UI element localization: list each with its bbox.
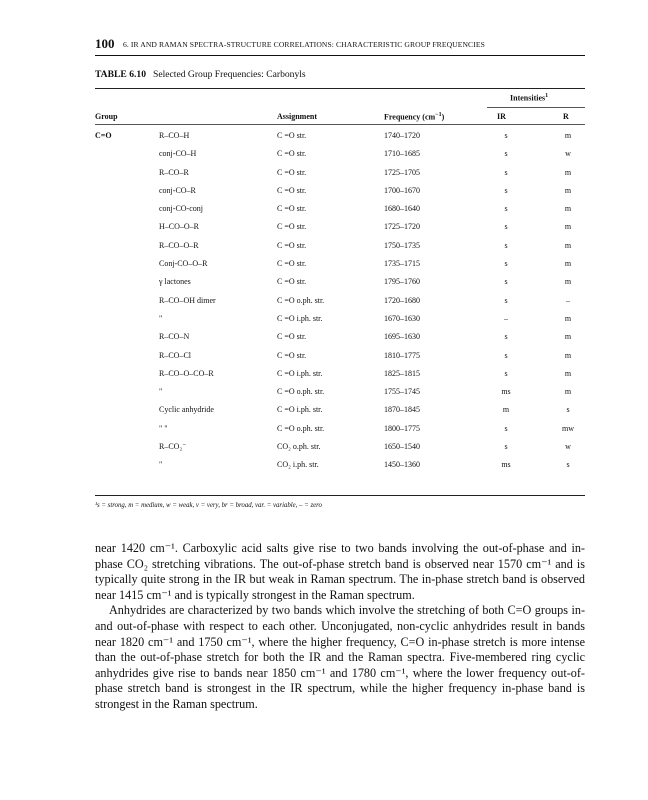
cell-frequency: 1720–1680	[384, 295, 420, 305]
table-row	[95, 222, 585, 240]
cell-frequency: 1650–1540	[384, 442, 420, 452]
cell-compound: "	[159, 313, 163, 323]
cell-raman-intensity: mw	[562, 423, 574, 433]
cell-assignment: C =O str.	[277, 350, 307, 360]
table-footnote: ¹s = strong, m = medium, w = weak, v = very, br = broad, var. = variable, – = zero	[95, 502, 322, 509]
table-row	[95, 204, 585, 222]
cell-assignment: C =O i.ph. str.	[277, 368, 323, 378]
cell-frequency: 1710–1685	[384, 149, 420, 159]
table-row	[95, 405, 585, 423]
table-number: TABLE 6.10	[95, 69, 146, 80]
cell-assignment: C =O o.ph. str.	[277, 295, 325, 305]
cell-assignment: C =O str.	[277, 167, 307, 177]
cell-assignment: C =O i.ph. str.	[277, 405, 323, 415]
cell-ir-intensity: ms	[501, 387, 511, 397]
col-head-frequency	[384, 112, 444, 122]
header-rule	[95, 55, 585, 56]
cell-ir-intensity: s	[504, 204, 508, 214]
table-row	[95, 296, 585, 314]
cell-compound: R–CO–OH dimer	[159, 295, 216, 305]
table-row	[95, 442, 585, 460]
cell-assignment: C =O str.	[277, 204, 307, 214]
intensities-footnote-mark: 1	[545, 93, 549, 99]
cell-frequency: 1755–1745	[384, 387, 420, 397]
col-head-group: Group	[95, 112, 118, 121]
table-bottom-rule	[95, 495, 585, 496]
cell-ir-intensity: s	[504, 149, 508, 159]
cell-frequency: 1450–1360	[384, 460, 420, 470]
cell-raman-intensity: m	[564, 222, 572, 232]
table-row	[95, 387, 585, 405]
cell-compound: γ lactones	[159, 277, 191, 287]
cell-frequency: 1750–1735	[384, 240, 420, 250]
table-row	[95, 259, 585, 277]
cell-frequency: 1700–1670	[384, 185, 420, 195]
page-number: 100	[95, 36, 115, 51]
cell-compound: conj-CO–R	[159, 185, 196, 195]
cell-ir-intensity: s	[504, 442, 508, 452]
table-row	[95, 460, 585, 478]
cell-compound: R–CO–H	[159, 131, 190, 140]
cell-group: C=O	[95, 131, 112, 140]
table-body	[95, 131, 585, 479]
cell-assignment: C =O str.	[277, 185, 307, 195]
paragraph-2: Anhydrides are characterized by two bands which involve the stretching of both C=O groups in- and out-of-phase with respect to each other. Unconjugated, non-cyclic anhydrides result in bands near 1820 cm⁻¹ and 1750 cm⁻¹, where the higher frequency, C=O in-phase stretch is more intense than the out-of-phase stretch for both the IR and the Raman spectra. Five-membered ring cyclic anhydrides give rise to bands near 1850 cm⁻¹ and 1780 cm⁻¹, where the lower frequency out-of-phase stretch band is strongest in the IR spectrum, while the higher frequency in-phase band is strongest in the Raman spectrum.	[95, 603, 585, 711]
cell-frequency: 1870–1845	[384, 405, 420, 415]
table-head-rule	[95, 124, 585, 125]
cell-ir-intensity: –	[504, 313, 508, 323]
cell-assignment: C =O str.	[277, 149, 307, 159]
cell-frequency: 1695–1630	[384, 332, 420, 342]
col-head-r: R	[563, 112, 569, 121]
cell-ir-intensity: s	[504, 185, 508, 195]
cell-compound: R–CO–O–R	[159, 240, 199, 250]
table-row	[95, 241, 585, 259]
cell-ir-intensity: s	[504, 259, 508, 269]
table-title: Selected Group Frequencies: Carbonyls	[153, 69, 306, 80]
cell-assignment: C =O str.	[277, 277, 307, 287]
frequency-label: Frequency (cm	[384, 112, 436, 122]
frequency-close-paren: )	[441, 112, 445, 122]
cell-frequency: 1800–1775	[384, 423, 420, 433]
table-row	[95, 314, 585, 332]
paragraph-1: near 1420 cm⁻¹. Carboxylic acid salts give rise to two bands involving the out-of-phase and in-phase CO₂ stretching vibrations. The out-of-phase stretch band is observed near 1570 cm⁻¹ and is typically quite strong in the IR but weak in Raman spectrum. The in-phase stretch band is observed near 1415 cm⁻¹ and is typically strongest in the Raman spectrum.	[95, 541, 585, 602]
frequency-unit-exponent: −1	[435, 112, 442, 118]
table-row	[95, 277, 585, 295]
cell-ir-intensity: s	[504, 423, 508, 433]
cell-raman-intensity: m	[564, 167, 572, 177]
running-head	[95, 36, 585, 54]
cell-assignment: C =O i.ph. str.	[277, 313, 323, 323]
cell-assignment: C =O str.	[277, 259, 307, 269]
cell-compound: conj-CO-conj	[159, 204, 203, 214]
cell-ir-intensity: s	[504, 222, 508, 232]
cell-raman-intensity: –	[566, 295, 570, 305]
intensities-rule	[487, 107, 585, 108]
table-top-rule	[95, 88, 585, 89]
cell-raman-intensity: m	[564, 185, 572, 195]
col-head-assignment: Assignment	[277, 112, 318, 121]
table-row	[95, 149, 585, 167]
table-caption	[95, 69, 306, 80]
table-row	[95, 369, 585, 387]
cell-raman-intensity: m	[564, 259, 572, 269]
cell-frequency: 1725–1705	[384, 167, 420, 177]
cell-assignment: C =O o.ph. str.	[277, 423, 325, 433]
cell-assignment: C =O str.	[277, 222, 307, 232]
cell-raman-intensity: m	[564, 350, 572, 360]
cell-frequency: 1825–1815	[384, 368, 420, 378]
cell-raman-intensity: w	[565, 442, 571, 452]
cell-compound: conj-CO–H	[159, 149, 197, 159]
cell-compound: R–CO–N	[159, 332, 190, 342]
cell-raman-intensity: m	[564, 368, 572, 378]
table-row	[95, 131, 585, 149]
table-row	[95, 186, 585, 204]
cell-ir-intensity: s	[504, 240, 508, 250]
cell-frequency: 1735–1715	[384, 259, 420, 269]
cell-raman-intensity: m	[564, 240, 572, 250]
cell-compound: H–CO–O–R	[159, 222, 200, 232]
intensities-label: Intensities	[510, 93, 546, 103]
cell-assignment: C =O o.ph. str.	[277, 387, 325, 397]
body-text	[95, 541, 585, 713]
cell-compound: "	[159, 460, 163, 470]
cell-raman-intensity: m	[564, 131, 572, 140]
cell-raman-intensity: s	[566, 460, 570, 470]
cell-assignment: CO₂ o.ph. str.	[277, 442, 321, 452]
running-title: 6. IR AND RAMAN SPECTRA-STRUCTURE CORRELATIONS: CHARACTERISTIC GROUP FREQUENCIES	[123, 40, 485, 49]
col-head-ir: IR	[497, 112, 506, 121]
intensities-header	[510, 93, 548, 103]
cell-ir-intensity: s	[504, 350, 508, 360]
cell-assignment: C =O str.	[277, 240, 307, 250]
cell-frequency: 1725–1720	[384, 222, 420, 232]
table-row	[95, 332, 585, 350]
cell-ir-intensity: s	[504, 131, 508, 140]
cell-ir-intensity: s	[504, 368, 508, 378]
cell-ir-intensity: s	[504, 277, 508, 287]
cell-compound: R–CO–O–CO–R	[159, 368, 214, 378]
cell-frequency: 1740–1720	[384, 131, 420, 140]
cell-frequency: 1670–1630	[384, 313, 420, 323]
cell-ir-intensity: s	[504, 167, 508, 177]
cell-ir-intensity: s	[504, 332, 508, 342]
cell-compound: R–CO–Cl	[159, 350, 192, 360]
cell-ir-intensity: ms	[501, 460, 511, 470]
cell-frequency: 1795–1760	[384, 277, 420, 287]
cell-assignment: C =O str.	[277, 131, 307, 140]
cell-raman-intensity: m	[564, 277, 572, 287]
cell-compound: R–CO₂⁻	[159, 442, 187, 452]
cell-compound: "	[159, 387, 163, 397]
cell-compound: Cyclic anhydride	[159, 405, 214, 415]
cell-ir-intensity: s	[504, 295, 508, 305]
page	[95, 36, 585, 711]
cell-compound: R–CO–R	[159, 167, 189, 177]
cell-raman-intensity: m	[564, 204, 572, 214]
cell-frequency: 1810–1775	[384, 350, 420, 360]
cell-ir-intensity: m	[502, 405, 510, 415]
cell-assignment: CO₂ i.ph. str.	[277, 460, 319, 470]
cell-raman-intensity: s	[566, 405, 570, 415]
table-row	[95, 168, 585, 186]
cell-raman-intensity: m	[564, 387, 572, 397]
cell-compound: " "	[159, 423, 168, 433]
cell-raman-intensity: m	[564, 332, 572, 342]
table-row	[95, 351, 585, 369]
cell-raman-intensity: w	[565, 149, 571, 159]
cell-frequency: 1680–1640	[384, 204, 420, 214]
cell-assignment: C =O str.	[277, 332, 307, 342]
cell-compound: Conj-CO–O–R	[159, 259, 208, 269]
table-row	[95, 424, 585, 442]
cell-raman-intensity: m	[564, 313, 572, 323]
